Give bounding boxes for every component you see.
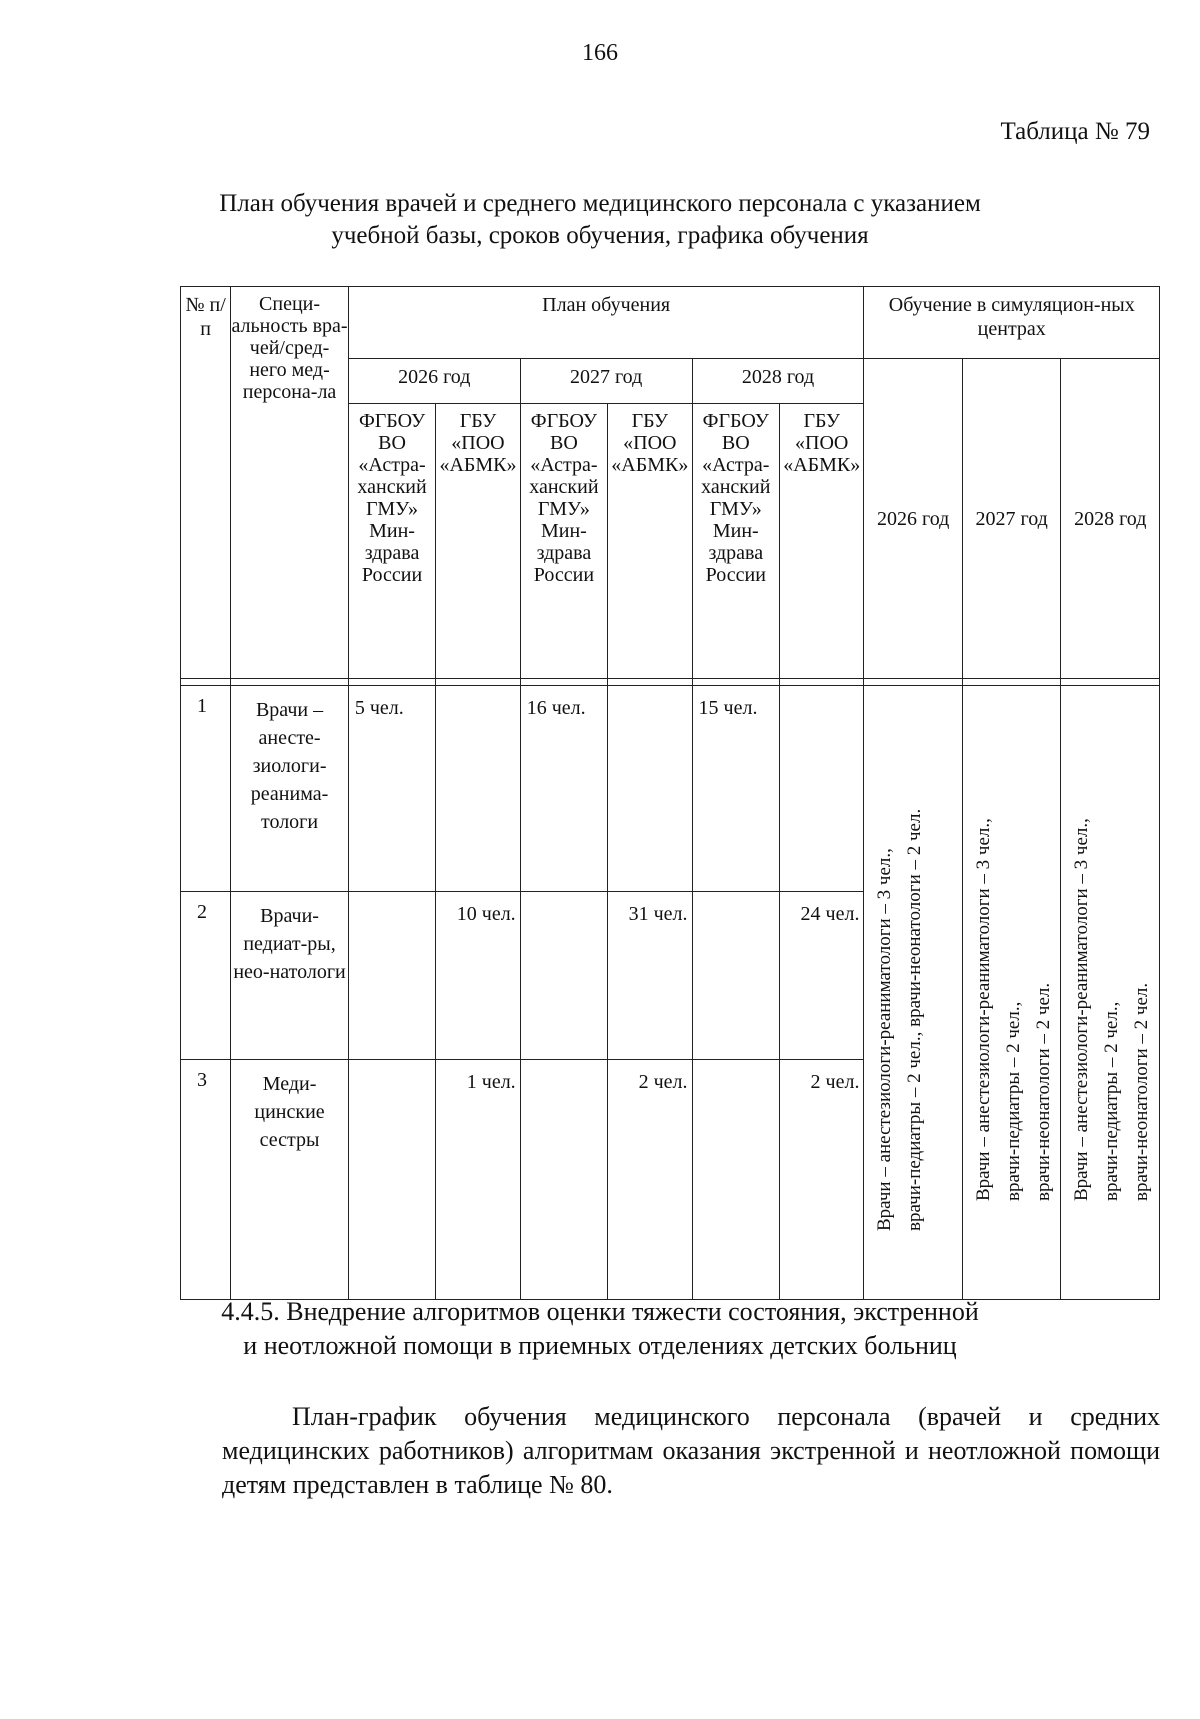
header-year-2027: 2027 год	[520, 359, 692, 404]
section-heading	[0, 1295, 1200, 1363]
header-inst-univ-2028: ФГБОУ ВО «Астра-ханский ГМУ» Мин-здрава России	[692, 404, 779, 679]
header-inst-coll-2028: ГБУ «ПОО «АБМК»	[779, 404, 863, 679]
sim-2028-line-2: врачи-педиатры – 2 чел.,	[1101, 1001, 1123, 1201]
header-year-2028: 2028 год	[692, 359, 864, 404]
section-heading-line-2: и неотложной помощи в приемных отделениях детских больниц	[243, 1331, 957, 1360]
row-specialty: Врачи – анесте-зиологи-реанима-тологи	[231, 686, 349, 892]
header-inst-univ-2027: ФГБОУ ВО «Астра-ханский ГМУ» Мин-здрава России	[520, 404, 607, 679]
table-title-line-2: учебной базы, сроков обучения, графика обучения	[331, 222, 869, 249]
body-paragraph: План-график обучения медицинского персонала (врачей и средних медицинских работников) алгоритмам оказания экстренной и неотложной помощи детям представлен в таблице № 80.	[222, 1402, 1160, 1499]
cell-2026-univ	[348, 1060, 435, 1300]
sim-2026-line-2: врачи-педиатры – 2 чел., врачи-неонатологи – 2 чел.	[904, 808, 926, 1231]
header-year-2026: 2026 год	[348, 359, 520, 404]
cell-2028-univ	[692, 1060, 779, 1300]
cell-2028-coll	[779, 686, 863, 892]
table-row	[181, 686, 1160, 892]
cell-2026-coll	[436, 686, 520, 892]
section-heading-line-1: 4.4.5. Внедрение алгоритмов оценки тяжести состояния, экстренной	[221, 1297, 979, 1326]
cell-2027-coll: 2 чел.	[608, 1060, 692, 1300]
page-number: 166	[582, 40, 618, 66]
header-sim: Обучение в симуляцион-ных центрах	[864, 287, 1160, 359]
header-sim-year-2028: 2028 год	[1061, 359, 1160, 679]
cell-2026-coll: 1 чел.	[436, 1060, 520, 1300]
sim-2028-line-3: врачи-неонатологи – 2 чел.	[1131, 982, 1153, 1201]
header-specialty: Специ-альность вра-чей/сред-него мед-персона-ла	[231, 287, 349, 679]
row-specialty: Врачи-педиат-ры, нео-натологи	[231, 892, 349, 1060]
sim-2026-cell	[864, 686, 962, 1300]
header-plan: План обучения	[348, 287, 864, 359]
cell-2027-univ	[520, 1060, 607, 1300]
row-specialty: Меди-цинские сестры	[231, 1060, 349, 1300]
cell-2027-univ: 16 чел.	[520, 686, 607, 892]
table-title	[0, 188, 1200, 252]
row-num: 3	[181, 1060, 231, 1300]
sim-2026-text	[870, 671, 930, 1231]
header-sim-year-2027: 2027 год	[962, 359, 1060, 679]
header-sim-year-2026: 2026 год	[864, 359, 962, 679]
cell-2027-coll: 31 чел.	[608, 892, 692, 1060]
sim-2028-cell	[1061, 686, 1160, 1300]
table-number: Таблица № 79	[1000, 118, 1150, 145]
sim-2027-cell	[962, 686, 1060, 1300]
sim-2027-text	[969, 641, 1059, 1201]
training-plan-table	[180, 286, 1160, 1300]
cell-2028-coll: 2 чел.	[779, 1060, 863, 1300]
header-num: № п/п	[181, 287, 231, 679]
sim-2027-line-3: врачи-неонатологи – 2 чел.	[1032, 982, 1054, 1201]
sim-2027-line-2: врачи-педиатры – 2 чел.,	[1002, 1001, 1024, 1201]
header-inst-coll-2026: ГБУ «ПОО «АБМК»	[436, 404, 520, 679]
header-inst-coll-2027: ГБУ «ПОО «АБМК»	[608, 404, 692, 679]
table-title-line-1: План обучения врачей и среднего медицинского персонала с указанием	[219, 190, 981, 217]
cell-2028-coll: 24 чел.	[779, 892, 863, 1060]
cell-2028-univ	[692, 892, 779, 1060]
cell-2026-coll: 10 чел.	[436, 892, 520, 1060]
sim-2028-line-1: Врачи – анестезиологи-реаниматологи – 3 чел.,	[1071, 818, 1093, 1201]
cell-2027-coll	[608, 686, 692, 892]
cell-2028-univ: 15 чел.	[692, 686, 779, 892]
cell-2027-univ	[520, 892, 607, 1060]
cell-2026-univ	[348, 892, 435, 1060]
row-num: 2	[181, 892, 231, 1060]
row-num: 1	[181, 686, 231, 892]
header-inst-univ-2026: ФГБОУ ВО «Астра-ханский ГМУ» Мин-здрава России	[348, 404, 435, 679]
sim-2028-text	[1067, 641, 1157, 1201]
sim-2026-line-1: Врачи – анестезиологи-реаниматологи – 3 чел.,	[874, 848, 896, 1231]
sim-2027-line-1: Врачи – анестезиологи-реаниматологи – 3 чел.,	[972, 818, 994, 1201]
cell-2026-univ: 5 чел.	[348, 686, 435, 892]
